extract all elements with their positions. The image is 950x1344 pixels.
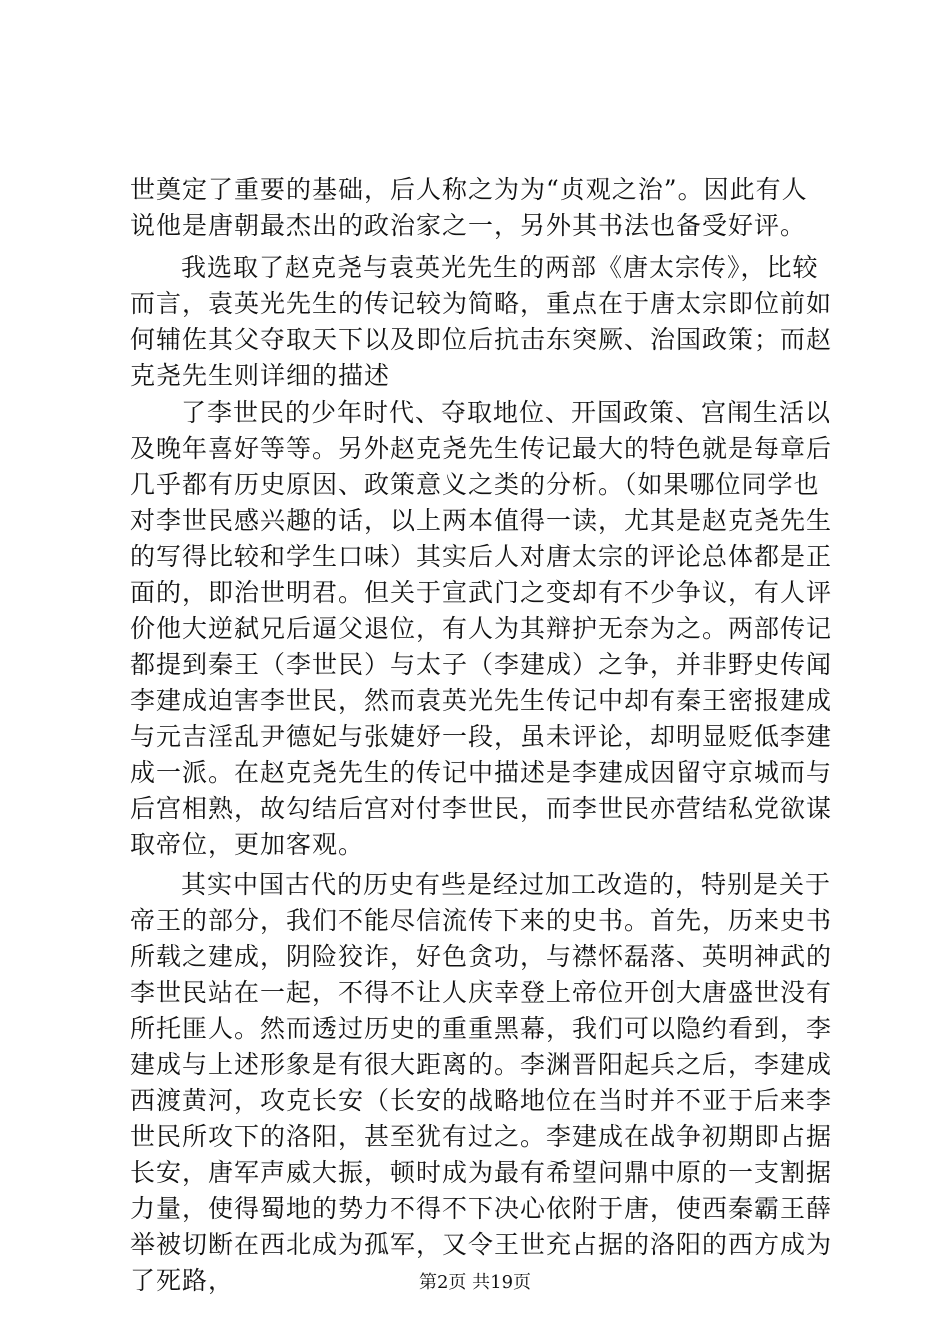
text-line: 了李世民的少年时代、夺取地位、开国政策、宫闱生活以 — [181, 398, 832, 427]
text-line: 几乎都有历史原因、政策意义之类的分析。（如果哪位同学也 — [130, 470, 820, 499]
text-line: 世民所攻下的洛阳，甚至犹有过之。李建成在战争初期即占据 — [130, 1122, 833, 1151]
text-line: 成一派。在赵克尧先生的传记中描述是李建成因留守京城而与 — [130, 758, 833, 787]
text-line: 世奠定了重要的基础，后人称之为为“贞观之治”。因此有人 — [130, 175, 808, 204]
text-line: 价他大逆弑兄后逼父退位，有人为其辩护无奈为之。两部传记 — [130, 614, 833, 643]
page-footer: 第2页 共19页 — [418, 1272, 532, 1293]
text-line: 举被切断在西北成为孤军，又令王世充占据的洛阳的西方成为 — [130, 1230, 833, 1259]
text-line: 长安，唐军声威大振，顿时成为最有希望问鼎中原的一支割据 — [130, 1158, 833, 1187]
text-line: 的写得比较和学生口味）其实后人对唐太宗的评论总体都是正 — [130, 542, 833, 571]
text-line: 西渡黄河，攻克长安（长安的战略地位在当时并不亚于后来李 — [130, 1086, 833, 1115]
text-line: 都提到秦王（李世民）与太子（李建成）之争，并非野史传闻 — [130, 650, 833, 679]
text-line: 说他是唐朝最杰出的政治家之一，另外其书法也备受好评。 — [130, 211, 807, 240]
text-line: 何辅佐其父夺取天下以及即位后抗击东突厥、治国政策；而赵 — [130, 325, 833, 354]
text-line: 对李世民感兴趣的话，以上两本值得一读，尤其是赵克尧先生 — [130, 506, 833, 535]
text-line: 及晚年喜好等等。另外赵克尧先生传记最大的特色就是每章后 — [130, 434, 833, 463]
text-line: 李世民站在一起，不得不让人庆幸登上帝位开创大唐盛世没有 — [130, 978, 833, 1007]
text-line: 所托匪人。然而透过历史的重重黑幕，我们可以隐约看到，李 — [130, 1014, 833, 1043]
text-line: 我选取了赵克尧与袁英光先生的两部《唐太宗传》，比较 — [181, 253, 819, 282]
text-line: 面的，即治世明君。但关于宣武门之变却有不少争议，有人评 — [130, 578, 833, 607]
text-line: 所载之建成，阴险狡诈，好色贪功，与襟怀磊落、英明神武的 — [130, 942, 833, 971]
text-line: 建成与上述形象是有很大距离的。李渊晋阳起兵之后，李建成 — [130, 1050, 833, 1079]
text-line: 了死路， — [130, 1266, 235, 1295]
text-line: 其实中国古代的历史有些是经过加工改造的，特别是关于 — [181, 870, 832, 899]
text-line: 取帝位，更加客观。 — [130, 830, 365, 859]
text-line: 力量，使得蜀地的势力不得不下决心依附于唐，使西秦霸王薛 — [130, 1194, 833, 1223]
text-line: 后宫相熟，故勾结后宫对付李世民，而李世民亦营结私党欲谋 — [130, 794, 833, 823]
text-line: 李建成迫害李世民，然而袁英光先生传记中却有秦王密报建成 — [130, 686, 833, 715]
text-line: 帝王的部分，我们不能尽信流传下来的史书。首先，历来史书 — [130, 906, 833, 935]
text-line: 而言，袁英光先生的传记较为简略，重点在于唐太宗即位前如 — [130, 289, 833, 318]
text-line: 克尧先生则详细的描述 — [130, 361, 391, 390]
text-line: 与元吉淫乱尹德妃与张婕妤一段，虽未评论，却明显贬低李建 — [130, 722, 833, 751]
